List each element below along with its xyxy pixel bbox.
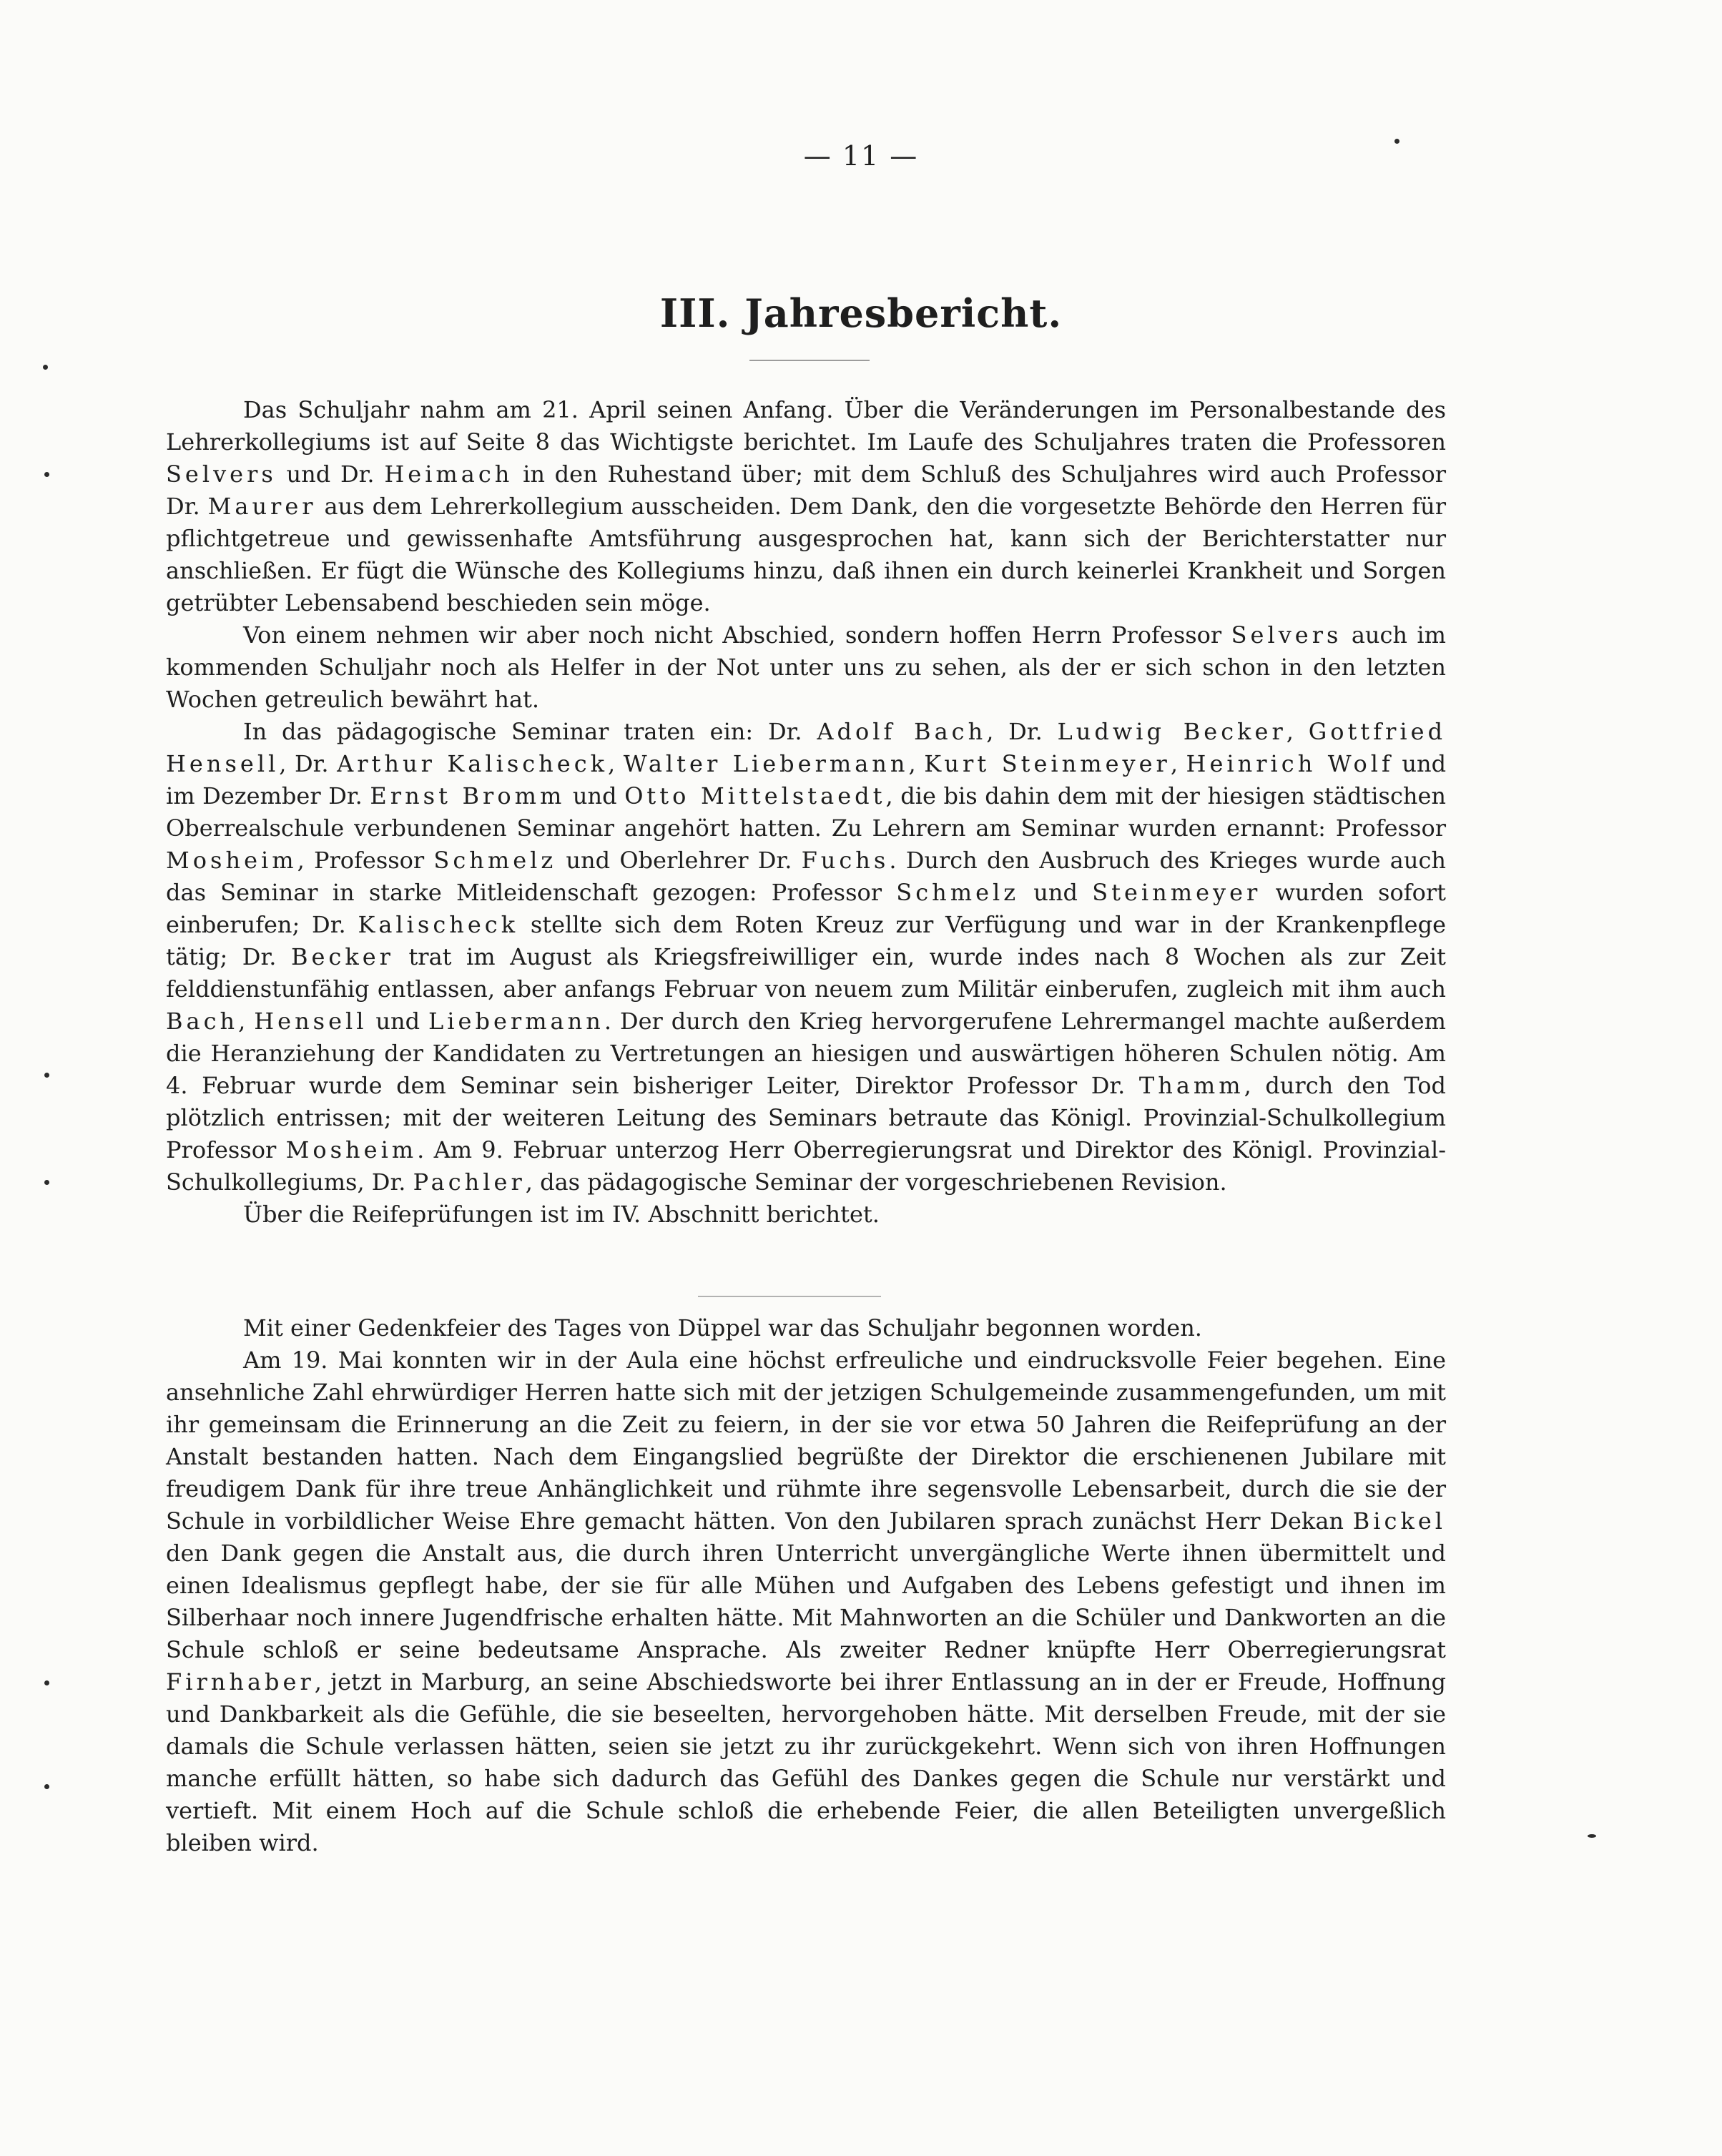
name-pachler: Pachler <box>413 1168 526 1196</box>
name-bach: Bach <box>166 1008 239 1035</box>
name-kalischeck: Kalischeck <box>358 911 519 938</box>
paragraph-seminar: In das pädagogische Seminar traten ein: Dr. Adolf Bach, Dr. Ludwig Becker, Gottfried Hensell, Dr. Arthur Kalischeck, Walter Liebermann, Kurt Steinmeyer, Heinrich Wolf und im Dezember Dr. Ernst Bromm und Otto Mittelstaedt, die bis dahin dem mit der hiesigen städtischen Oberrealschule verbundenen Seminar angehört hatten. Zu Lehrern am Seminar wurden ernannt: Professor Mosheim, Professor Schmelz und Oberlehrer Dr. Fuchs. Durch den Ausbruch des Krieges wurde auch das Seminar in starke Mitleidenschaft gezogen: Professor Schmelz und Steinmeyer wurden sofort einberufen; Dr. Kalischeck stellte sich dem Roten Kreuz zur Verfügung und war in der Krankenpflege tätig; Dr. Becker trat im August als Kriegsfreiwilliger ein, wurde indes nach 8 Wochen als zur Zeit felddienstunfähig entlassen, aber anfangs Februar von neuem zum Militär einberufen, zugleich mit ihm auch Bach, Hensell und Liebermann. Der durch den Krieg hervorgerufene Lehrermangel machte außerdem die Heranziehung der Kandidaten zu Vertretungen an hiesigen und auswärtigen höheren Schulen nötig. Am 4. Februar wurde dem Seminar sein bisheriger Leiter, Direktor Professor Dr. Thamm, durch den Tod plötzlich entrissen; mit der weiteren Leitung des Seminars betraute das Königl. Provinzial-Schulkollegium Professor Mosheim. Am 9. Februar unterzog Herr Oberregierungsrat und Direktor des Königl. Provinzial-Schulkollegiums, Dr. Pachler, das pädagogische Seminar der vorgeschriebenen Revision. <box>166 718 1447 1196</box>
title-divider <box>749 360 870 361</box>
scan-speck <box>44 472 49 477</box>
page-number: — 11 — <box>803 140 919 172</box>
scan-speck <box>1588 1834 1596 1838</box>
scan-speck <box>1394 139 1399 144</box>
scan-speck <box>44 1073 49 1078</box>
name-steinmeyer: Steinmeyer <box>1092 879 1261 906</box>
paragraph-jubilee: Am 19. Mai konnten wir in der Aula eine höchst erfreuliche und eindrucksvolle Feier begehen. Eine ansehnliche Zahl ehrwürdiger Herren hatte sich mit der jetzigen Schulgemeinde zusammengefunden, um mit ihr gemeinsam die Erinnerung an die Zeit zu feiern, in der sie vor etwa 50 Jahren die Reifeprüfung an der Anstalt bestanden hatten. Nach dem Eingangslied begrüßte der Direktor die erschienenen Jubilare mit freudigem Dank für ihre treue Anhänglichkeit und rühmte ihre segensvolle Lebensarbeit, durch die sie der Schule in vorbildlicher Weise Ehre gemacht hätten. Von den Jubilaren sprach zunächst Herr Dekan Bickel den Dank gegen die Anstalt aus, die durch ihren Unterricht unvergängliche Werte ihnen übermittelt und einen Idealismus gepflegt habe, der sie für alle Mühen und Aufgaben des Lebens gefestigt und ihnen im Silberhaar noch innere Jugendfrische erhalten hätte. Mit Mahnworten an die Schüler und Dankworten an die Schule schloß er seine bedeutsame Ansprache. Als zweiter Redner knüpfte Herr Oberregierungsrat Firnhaber, jetzt in Marburg, an seine Abschiedsworte bei ihrer Entlassung an in der er Freude, Hoffnung und Dankbarkeit als die Gefühle, die sie beseelten, hervorgehoben hätte. Mit derselben Freude, mit der sie damals die Schule verlassen hätten, seien sie jetzt zu ihr zurückgekehrt. Wenn sich von ihren Hoffnungen manche erfüllt hätten, so habe sich dadurch das Gefühl des Dankes gegen die Schule nur verstärkt und vertieft. Mit einem Hoch auf die Schule schloß die erhebende Feier, die allen Beteiligten unvergeßlich bleiben wird. <box>166 1347 1446 1856</box>
name-mittelstaedt: Otto Mittelstaedt <box>624 782 886 809</box>
name-wolf: Heinrich Wolf <box>1186 750 1394 777</box>
paragraph-school-year-start: Das Schuljahr nahm am 21. April seinen Anfang. Über die Veränderungen im Personalbestande des Lehrerkollegiums ist auf Seite 8 das Wichtigste berichtet. Im Laufe des Schuljahres traten die Professoren Selvers und Dr. Heimach in den Ruhestand über; mit dem Schluß des Schuljahres wird auch Professor Dr. Maurer aus dem Lehrerkollegium ausscheiden. Dem Dank, den die vorgesetzte Behörde den Herren für pflichtgetreue und gewissenhafte Amtsführung ausgesprochen hat, kann sich der Berichterstatter nur anschließen. Er fügt die Wünsche des Kollegiums hinzu, daß ihnen ein durch keinerlei Krankheit und Sorgen getrübter Lebensabend beschieden sein möge. <box>166 396 1447 616</box>
name-liebermann: Walter Liebermann <box>623 750 909 777</box>
name-schmelz: Schmelz <box>433 847 557 874</box>
name-schmelz: Schmelz <box>896 879 1020 906</box>
section-divider <box>698 1296 881 1297</box>
name-steinmeyer: Kurt Steinmeyer <box>924 750 1171 777</box>
name-bach: Adolf Bach <box>817 718 987 745</box>
paragraph-dueppel: Mit einer Gedenkfeier des Tages von Düppel war das Schuljahr begonnen worden. <box>243 1314 1202 1342</box>
name-bickel: Bickel <box>1352 1507 1446 1535</box>
name-mosheim: Mosheim <box>285 1136 418 1163</box>
name-hensell: Gottfried Hensell <box>166 718 1447 777</box>
scan-speck <box>44 1180 49 1185</box>
name-maurer: Maurer <box>207 493 317 520</box>
name-becker: Ludwig Becker <box>1057 718 1286 745</box>
name-becker: Becker <box>290 943 394 970</box>
scan-speck <box>43 365 48 370</box>
section-personnel-and-seminar <box>166 394 1446 1231</box>
name-selvers: Selvers <box>1231 621 1342 649</box>
section-celebrations <box>166 1312 1446 1859</box>
name-liebermann: Liebermann <box>428 1008 604 1035</box>
name-firnhaber: Firnhaber <box>166 1668 315 1695</box>
paragraph-selvers-farewell: Von einem nehmen wir aber noch nicht Abschied, sondern hoffen Herrn Professor Selvers auch im kommenden Schuljahr noch als Helfer in der Not unter uns zu sehen, als der er sich schon in den letzten Wochen getreulich bewährt hat. <box>166 621 1447 713</box>
page-title: III. Jahresbericht. <box>659 290 1063 336</box>
name-fuchs: Fuchs <box>801 847 890 874</box>
name-thamm: Thamm <box>1138 1072 1244 1099</box>
scan-speck <box>44 1680 49 1685</box>
name-mosheim: Mosheim <box>166 847 297 874</box>
name-heimach: Heimach <box>384 461 513 488</box>
name-hensell: Hensell <box>254 1008 368 1035</box>
paragraph-reifepruefungen: Über die Reifeprüfungen ist im IV. Abschnitt berichtet. <box>243 1201 880 1228</box>
name-kalischeck: Arthur Kalischeck <box>337 750 609 777</box>
name-bromm: Ernst Bromm <box>370 782 566 809</box>
name-selvers: Selvers <box>166 461 277 488</box>
scan-speck <box>44 1784 49 1789</box>
